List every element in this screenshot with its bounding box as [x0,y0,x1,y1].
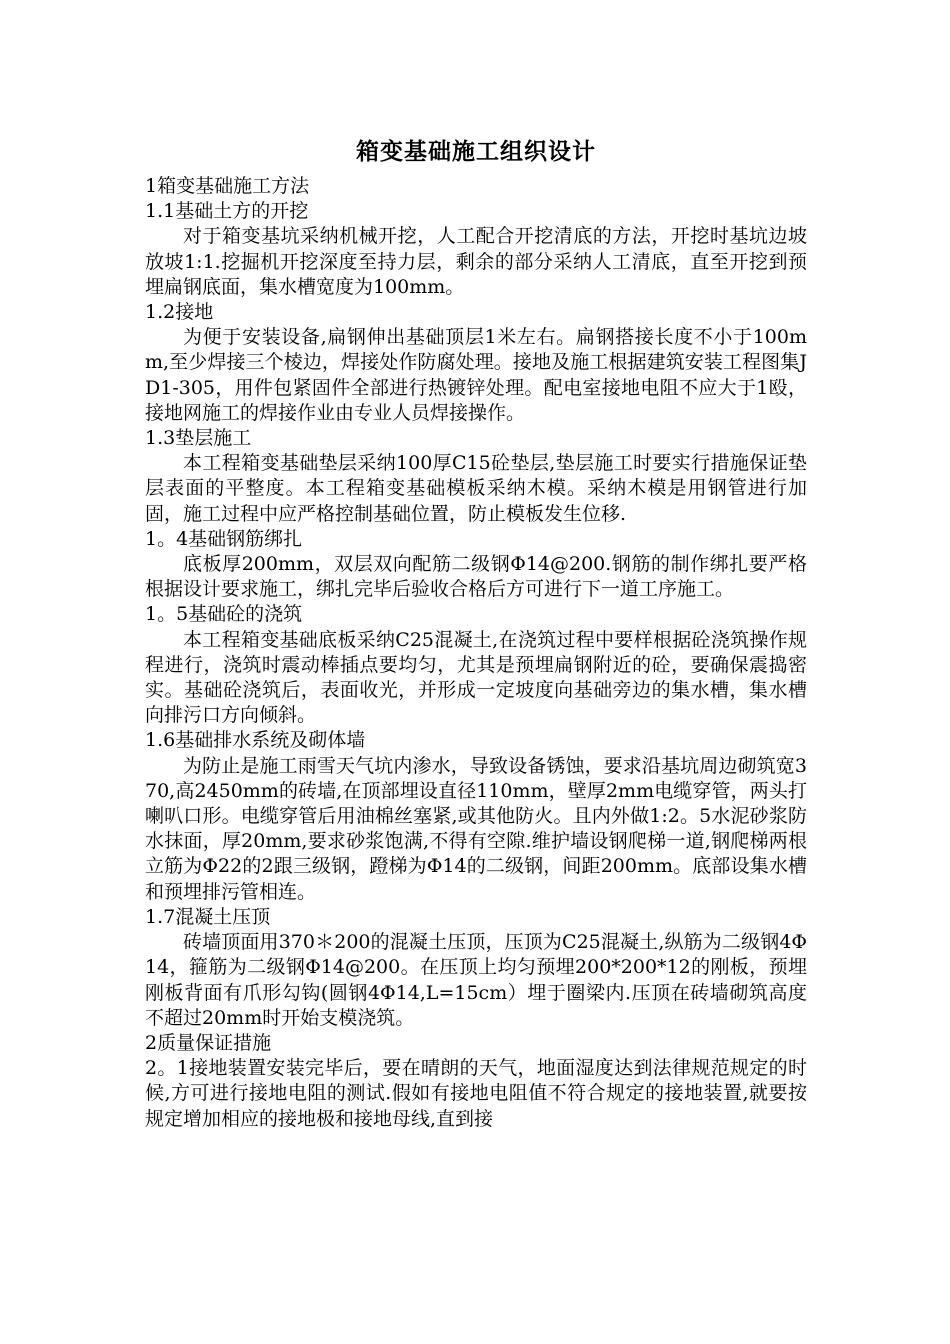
paragraph: 2。1接地装置安装完毕后，要在晴朗的天气，地面湿度达到法律规范规定的时候,方可进行接地电阻的测试.假如有接地电阻值不符合规定的接地装置,就要按规定增加相应的接地极和接地母线,直到接 [145,1057,807,1130]
section-heading: 1。5基础砼的浇筑 [145,603,303,626]
section-heading: 1.1基础土方的开挖 [145,200,309,223]
paragraph: 对于箱变基坑采纳机械开挖，人工配合开挖清底的方法，开挖时基坑边坡放坡1:1.挖掘机开挖深度至持力层，剩余的部分采纳人工清底，直至开挖到预埋扁钢底面，集水槽宽度为100mm。 [145,225,807,298]
section-heading: 1.2接地 [145,301,214,324]
document-body [145,174,807,1132]
paragraph: 底板厚200mm，双层双向配筋二级钢Φ14@200.钢筋的制作绑扎要严格根据设计要求施工，绑扎完毕后验收合格后方可进行下一道工序施工。 [145,553,807,601]
section-heading: 1.6基础排水系统及砌体墙 [145,729,366,752]
paragraph: 本工程箱变基础底板采纳C25混凝土,在浇筑过程中要样根据砼浇筑操作规程进行，浇筑时震动棒插点要均匀，尤其是预埋扁钢附近的砼，要确保震捣密实。基础砼浇筑后，表面收光，并形成一定坡度向基础旁边的集水槽，集水槽向排污口方向倾斜。 [145,628,807,727]
paragraph: 本工程箱变基础垫层采纳100厚C15砼垫层,垫层施工时要实行措施保证垫层表面的平整度。本工程箱变基础模板采纳木模。采纳木模是用钢管进行加固，施工过程中应严格控制基础位置，防止模板发生位移. [145,452,807,525]
paragraph: 为防止是施工雨雪天气坑内渗水，导致设备锈蚀，要求沿基坑周边砌筑宽370,高2450mm的砖墙,在顶部埋设直径110mm，壁厚2mm电缆穿管，两头打 喇叭口形。电缆穿管后用油棉丝塞紧,或其他防火。且内外做1:2。5水泥砂浆防水抹面，厚20mm,要求砂浆饱满,不得有空隙.维护墙设钢爬梯一道,钢爬梯两根立筋为Φ22的2跟三级钢，蹬梯为Φ14的二级钢，间距200mm。底部设集水槽和预埋排污管相连。 [145,754,807,903]
section-heading: 2质量保证措施 [145,1031,272,1054]
section-heading: 1箱变基础施工方法 [145,175,310,197]
section-heading: 1。4基础钢筋绑扎 [145,527,303,550]
paragraph: 砖墙顶面用370＊200的混凝土压顶，压顶为C25混凝土,纵筋为二级钢4Φ14，箍筋为二级钢Φ14@200。在压顶上均匀预埋200*200*12的刚板，预埋刚板背面有爪形勾钩(圆钢4Φ14,L=15cm）埋于圈梁内.压顶在砖墙砌筑高度不超过20mm时开始支模浇筑。 [145,931,807,1029]
paragraph: 为便于安装设备,扁钢伸出基础顶层1米左右。扁钢搭接长度不小于100mm,至少焊接三个棱边，焊接处作防腐处理。接地及施工根据建筑安装工程图集JD1-305，用件包紧固件全部进行热镀锌处理。配电室接地电阻不应大于1殴，接地网施工的焊接作业由专业人员焊接操作。 [145,326,807,424]
section-heading: 1.7混凝土压顶 [145,905,271,928]
document-title: 箱变基础施工组织设计 [356,139,596,165]
section-heading: 1.3垫层施工 [145,427,252,450]
